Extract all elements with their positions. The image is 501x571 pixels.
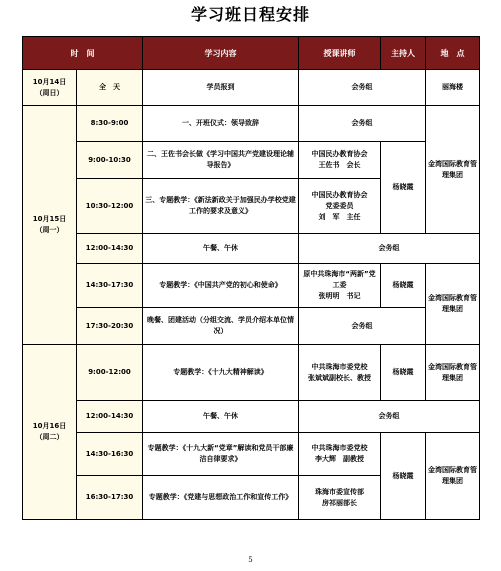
content-cell: 午餐、午休 <box>143 401 299 433</box>
time-cell: 9:00-12:00 <box>77 345 143 401</box>
lecturer-cell: 中共珠海市委党校 李大辉 副教授 <box>299 433 381 476</box>
table-row <box>23 308 480 345</box>
content-cell: 专题教学：《中国共产党的初心和使命》 <box>143 264 299 308</box>
lecturer-cell: 中国民办教育协会 王佐书 会长 <box>299 142 381 179</box>
content-cell: 专题教学：《十九大新“党章”解读和党员干部廉洁自律要求》 <box>143 433 299 476</box>
date-cell: 10月14日 （周日） <box>23 70 77 106</box>
time-cell: 14:30-16:30 <box>77 433 143 476</box>
time-cell: 9:00-10:30 <box>77 142 143 179</box>
content-cell: 学员报到 <box>143 70 299 106</box>
staff-cell: 会务组 <box>299 401 480 433</box>
table-row <box>23 401 480 433</box>
time-cell: 16:30-17:30 <box>77 476 143 520</box>
header-time: 时 间 <box>23 37 143 70</box>
content-cell: 二、王佐书会长做《学习中国共产党建设理论辅导报告》 <box>143 142 299 179</box>
place-cell: 丽海楼 <box>426 70 480 106</box>
content-cell: 专题教学：《党建与思想政治工作和宣传工作》 <box>143 476 299 520</box>
header-content: 学习内容 <box>143 37 299 70</box>
time-cell: 14:30-17:30 <box>77 264 143 308</box>
table-row <box>23 142 480 179</box>
place-cell: 金湾国际教育管理集团 <box>426 264 480 345</box>
host-cell: 杨晓霞 <box>381 345 426 401</box>
content-cell: 一、开班仪式：领导致辞 <box>143 106 299 142</box>
date-cell: 10月15日 （周一） <box>23 106 77 345</box>
host-cell: 杨晓霞 <box>381 264 426 308</box>
content-cell: 晚餐、团建活动（分组交流、学员介绍本单位情况） <box>143 308 299 345</box>
content-cell: 午餐、午休 <box>143 234 299 264</box>
staff-cell: 会务组 <box>299 106 426 142</box>
page-number: 5 <box>248 556 253 564</box>
staff-cell: 会务组 <box>299 308 426 345</box>
lecturer-cell: 中国民办教育协会 党委委员 刘 军 主任 <box>299 179 381 234</box>
page-title: 学习班日程安排 <box>190 5 310 24</box>
table-row <box>23 70 480 106</box>
header-lecturer: 授课讲师 <box>299 37 381 70</box>
table-row <box>23 345 480 401</box>
date-cell: 10月16日 （周二） <box>23 345 77 520</box>
header-host: 主持人 <box>381 37 426 70</box>
time-cell: 10:30-12:00 <box>77 179 143 234</box>
lecturer-cell: 珠海市委宣传部 房祁丽部长 <box>299 476 381 520</box>
table-row <box>23 264 480 308</box>
header-row <box>23 37 480 70</box>
table-row <box>23 106 480 142</box>
time-cell: 12:00-14:30 <box>77 234 143 264</box>
time-cell: 全 天 <box>77 70 143 106</box>
time-cell: 8:30-9:00 <box>77 106 143 142</box>
content-cell: 专题教学：《十九大精神解读》 <box>143 345 299 401</box>
staff-cell: 会务组 <box>299 70 426 106</box>
table-row <box>23 234 480 264</box>
staff-cell: 会务组 <box>299 234 480 264</box>
host-cell: 杨晓霞 <box>381 142 426 234</box>
header-place: 地 点 <box>426 37 480 70</box>
place-cell: 金湾国际教育管理集团 <box>426 345 480 401</box>
host-cell: 杨晓霞 <box>381 433 426 520</box>
lecturer-cell: 原中共珠海市“两新”党工委 张明明 书记 <box>299 264 381 308</box>
place-cell: 金湾国际教育管理集团 <box>426 433 480 520</box>
time-cell: 12:00-14:30 <box>77 401 143 433</box>
table-row <box>23 433 480 476</box>
place-cell: 金湾国际教育管理集团 <box>426 106 480 234</box>
time-cell: 17:30-20:30 <box>77 308 143 345</box>
lecturer-cell: 中共珠海市委党校 张斌斌副校长、教授 <box>299 345 381 401</box>
content-cell: 三、专题教学：《新法新政关于加强民办学校党建工作的要求及意义》 <box>143 179 299 234</box>
schedule-table <box>22 36 480 520</box>
